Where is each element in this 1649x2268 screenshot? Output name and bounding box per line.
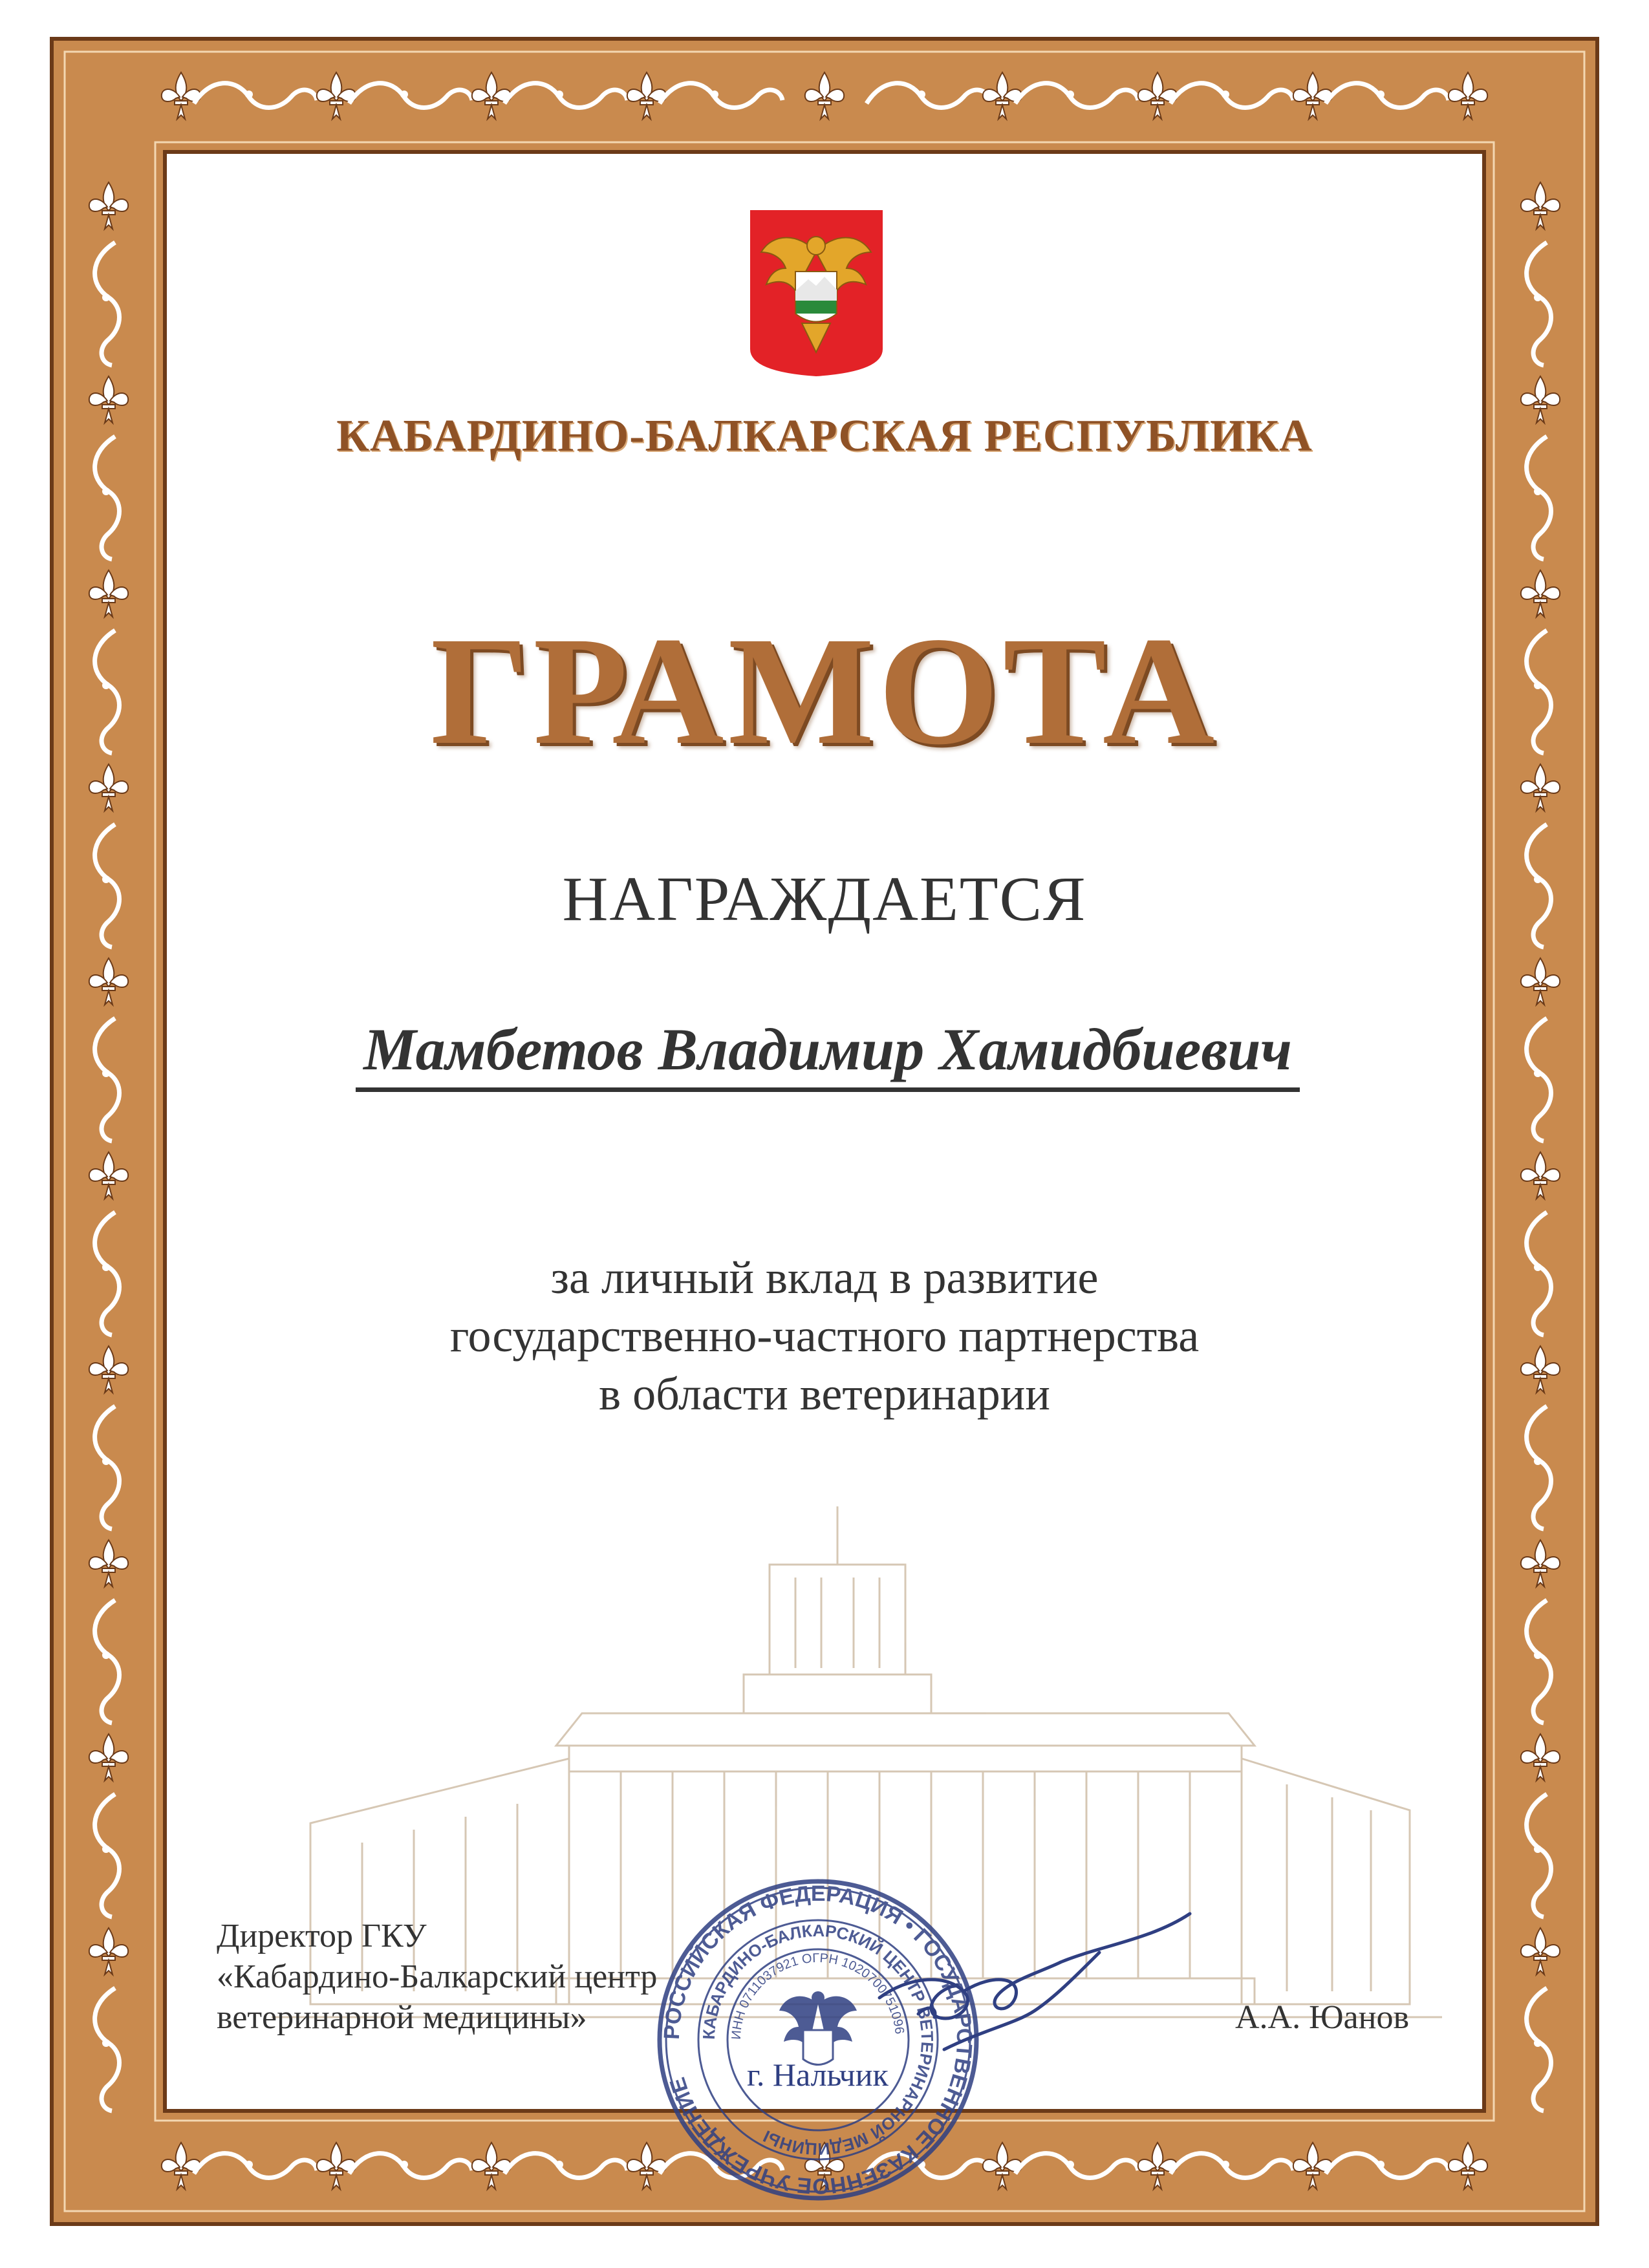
region-title: КАБАРДИНО-БАЛКАРСКАЯ РЕСПУБЛИКА — [336, 411, 1313, 461]
handwritten-signature-icon — [867, 1901, 1229, 2114]
award-reason-line: государственно-частного партнерства — [449, 1310, 1200, 1362]
signer-title-line: «Кабардино-Балкарский центр — [217, 1958, 658, 1995]
kbr-coat-of-arms-icon — [747, 207, 886, 378]
awarded-label: НАГРАЖДАЕТСЯ — [562, 864, 1087, 934]
document-title: ГРАМОТА — [430, 604, 1219, 776]
recipient-name: Мамбетов Владимир Хамидбиевич — [356, 1015, 1300, 1092]
award-reason-line: за личный вклад в развитие — [550, 1252, 1099, 1303]
signer-title-line: Директор ГКУ — [217, 1918, 427, 1954]
award-reason-line: в области ветеринарии — [599, 1368, 1050, 1420]
seal-inner-text: КАБАРДИНО-БАЛКАРСКИЙ ЦЕНТР ВЕТЕРИНАРНОЙ МЕДИЦИНЫ — [698, 1920, 938, 2159]
seal-city-text: г. Нальчик — [747, 2057, 889, 2093]
seal-outer-text: РОССИЙСКАЯ ФЕДЕРАЦИЯ • ГОСУДАРСТВЕННОЕ КАЗЕННОЕ УЧРЕЖДЕНИЕ — [659, 1881, 977, 2199]
signer-name: А.А. Юанов — [1235, 1999, 1410, 2036]
signer-title-line: ветеринарной медицины» — [217, 1999, 587, 2036]
seal-numbers-text: ИНН 0711037921 ОГРН 1020700751096 — [729, 1951, 907, 2040]
